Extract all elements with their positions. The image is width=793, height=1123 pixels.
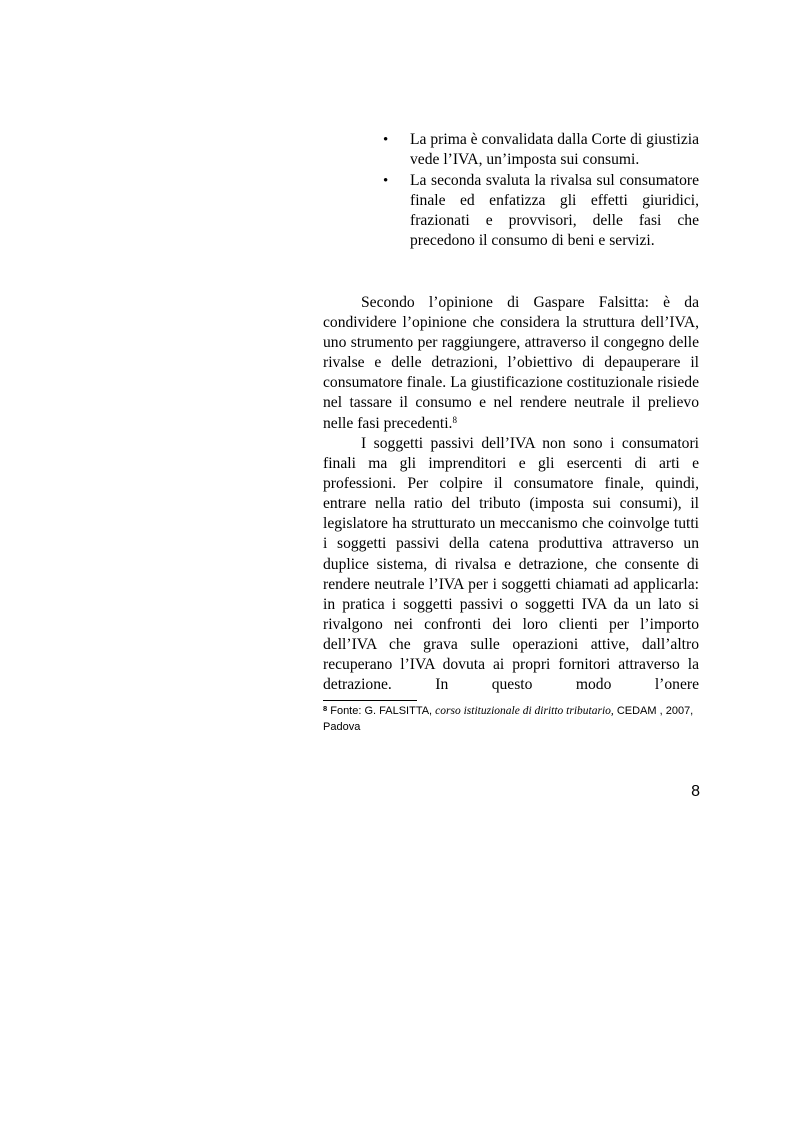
footnote-prefix: Fonte: G. FALSITTA, <box>327 705 436 717</box>
bullet-icon: • <box>383 132 389 148</box>
footnote-reference[interactable]: 8 <box>452 414 457 425</box>
footnote <box>323 703 699 735</box>
paragraph-falsitta-opinion <box>323 293 699 434</box>
bullet-text: La seconda svaluta la rivalsa sul consumatore finale ed enfatizza gli effetti giuridici, frazionati e provvisori, delle fasi che precedono il consumo di beni e servizi. <box>410 171 699 250</box>
bullet-item <box>383 171 699 252</box>
paragraph-taxable-persons <box>323 434 699 695</box>
footnote-number: 8 <box>323 704 328 713</box>
footnote-suffix: CEDAM , 2007, Padova <box>323 705 694 733</box>
footnote-book-title: corso istituzionale di diritto tributario, <box>435 705 614 717</box>
bullet-item <box>383 130 699 171</box>
page-number: 8 <box>691 783 700 800</box>
paragraph-text: Secondo l’opinione di Gaspare Falsitta: è da condividere l’opinione che considera la struttura dell’IVA, uno strumento per raggiungere, attraverso il congegno delle rivalse e delle detrazioni, l’obiettivo di depauperare il consumatore finale. La giustificazione costituzionale risiede nel tassare il consumo e nel rendere neutrale il prelievo nelle fasi precedenti. <box>323 294 699 432</box>
bullet-text: La prima è convalidata dalla Corte di giustizia vede l’IVA, un’imposta sui consumi. <box>410 131 699 169</box>
footnote-separator <box>323 700 417 701</box>
bullet-list <box>383 130 699 252</box>
bullet-icon: • <box>383 172 389 189</box>
paragraph-text: I soggetti passivi dell’IVA non sono i consumatori finali ma gli imprenditori e gli esercenti di arti e professioni. Per colpire il consumatore finale, quindi, entrare nella ratio del tributo (imposta sui consumi), il legislatore ha strutturato un meccanismo che coinvolge tutti i soggetti passivi della catena produttiva attraverso un duplice sistema, di rivalsa e detrazione, che consente di rendere neutrale l’IVA per i soggetti chiamati ad applicarla: in pratica i soggetti passivi o soggetti IVA da un lato si rivalgono nei confronti dei loro clienti per l’importo dell’IVA che grava sulle operazioni attive, dall’altro recuperano l’IVA dovuta ai propri fornitori attraverso la detrazione. In questo modo l’onere <box>323 435 699 694</box>
